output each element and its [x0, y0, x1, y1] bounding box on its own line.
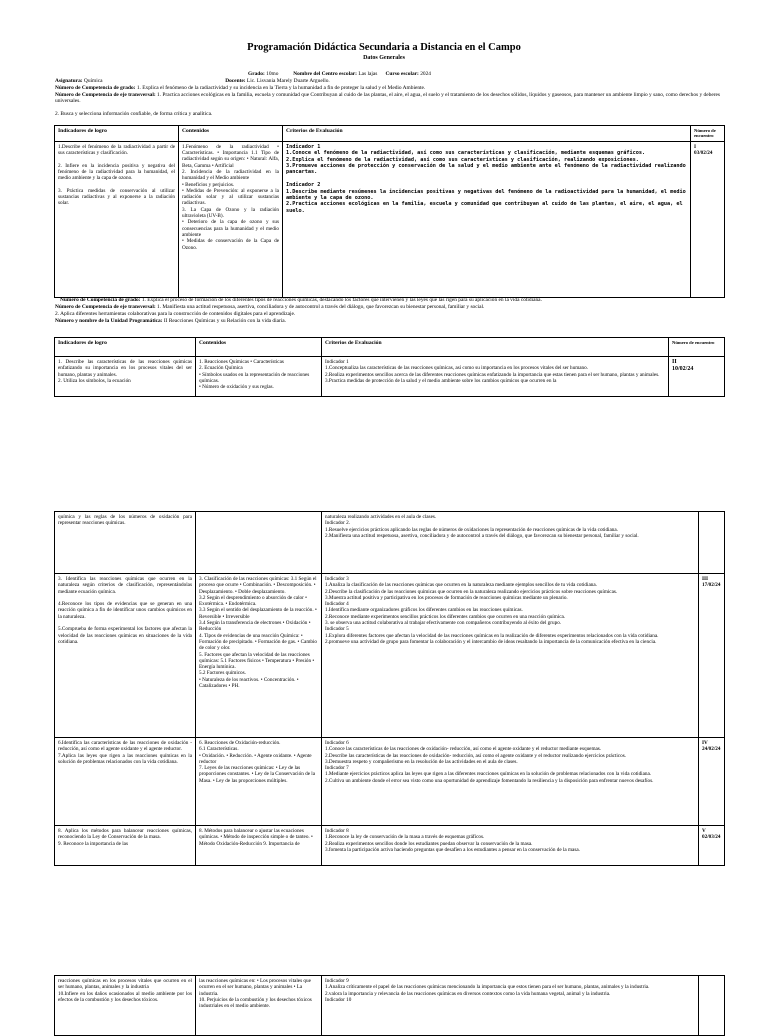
- cell-encuentro: V 02/03/24: [699, 826, 725, 866]
- grado-label: Grado:: [248, 71, 265, 77]
- col-header-indicadores: Indicadores de logro: [55, 126, 179, 142]
- centro-value: Las lajas: [358, 71, 378, 77]
- col-header-contenidos-2: Contenidos: [196, 338, 322, 357]
- col-header-indicadores-2: Indicadores de logro: [55, 338, 196, 357]
- competencia-eje-2: 2. Busca y selecciona información confiable, de forma crítica y analítica.: [55, 111, 213, 117]
- cell-indicadores: 1.Describe el fenómeno de la radiactividad a partir de sus características y clasificación. 2. Infiere en la incidencia positiva y negativa del fenómeno de la radiactividad para la humanidad, el medio ambiente y la capa de ozono. 3. Práctica medidas de conservación al utilizar sustancias radiactivas y al exponerse a la radiación solar.: [55, 141, 179, 297]
- competencia-eje-text-2: 1. Manifiesta una actitud respetuosa, asertiva, conciliadora y de autocontrol a través del diálogo, que favorezcan su bienestar personal, familiar y social.: [157, 304, 485, 310]
- cell-indicadores: 3. Identifica las reacciones químicas que ocurren en la naturaleza según criterios de clasificación, representándolas mediante ecuación química. 4.Reconoce los tipos de evidencias que se generan en una reacción química a fin de identificar unos cambios químicos en la naturaleza. 5.Comprueba de forma experimental los factores que afectan la velocidad de las reacciones químicas en situaciones de la vida cotidiana.: [55, 574, 196, 738]
- competencia-eje-text: 1. Practica acciones ecológicas en la familia, escuela y comunidad que Contribuyan al cuido de las plantas, el aire, el agua, el suelo y el tratamiento de los desechos sólidos, líquidos y gaseosos, para mantener un ambiente limpio y sano, como derechos y deberes universales.: [55, 92, 721, 105]
- cell-encuentro: [699, 976, 725, 1036]
- table-row: [55, 738, 725, 826]
- grado-value: 10mo: [266, 71, 279, 77]
- cell-contenidos: [196, 512, 322, 574]
- col-header-encuentro-2: Número de encuentro: [669, 338, 725, 357]
- document-subtitle: Datos Generales: [363, 55, 405, 61]
- cell-indicadores: química y las reglas de los números de oxidación para representar reacciones químicas.: [55, 512, 196, 574]
- table-unit-2: [54, 337, 725, 397]
- col-header-encuentro: Número de encuentro: [691, 126, 725, 142]
- cell-indicadores: 6.Identifica las características de las reacciones de oxidación - reducción, así como el agente oxidante y el agente reductor. 7.Aplica las leyes que rigen a las reacciones químicas en la solución de problemas relacionados con la vida cotidiana.: [55, 738, 196, 826]
- cell-encuentro: III 17/02/24: [699, 574, 725, 738]
- centro-label: Nombre del Centro escolar:: [293, 71, 357, 77]
- competencia-grado-text-2: 1. Explica el proceso de formación de los diferentes tipos de reacciones químicas, destacando los factores que intervienen y las leyes que las rigen para su aplicación en la vida cotidiana.: [141, 297, 542, 303]
- unidad-programatica: [55, 318, 715, 324]
- table-row: [55, 976, 725, 1036]
- table-unit-2-continued: [54, 511, 725, 866]
- curso-value: 2024: [420, 71, 431, 77]
- curso-label: Curso escolar:: [385, 71, 419, 77]
- cell-criterios-2: Indicador 1 1.Conceptualiza las características de las reacciones químicas, así como su importancia en los procesos vitales del ser humano. 2.Realiza experimentos sencillos acerca de las diferentes reacciones químicas enfatizando la importancia que estas tienen para el ser humano, plantas y animales. 3.Practica medidas de protección de la salud y el medio ambiente sobre los cambios químicos que ocurren en la: [322, 357, 669, 397]
- cell-criterios: naturaleza realizando actividades en el aula de clases. Indicador 2. 1.Resuelve ejercicios prácticos aplicando las reglas de números de oxidaciones la representación de reacciones químicas de la vida cotidiana. 2.Manifiesta una actitud respetuosa, asertiva, conciliadora y de autocontrol a través del diálogo, que favorezcan su bienestar personal, familiar y social.: [322, 512, 699, 574]
- docente-label: Docente:: [225, 78, 246, 84]
- docente-value: Lic. Lisvania Marely Duarte Arguello.: [246, 78, 330, 84]
- cell-criterios: Indicador 6 1.Conoce las características de las reacciones de oxidación- reducción, así como el agente oxidante y el reductor mediante esquemas. 2.Describe las características de las reacciones de oxidación- reducción, así como el agente oxidante y el reductor realizando ejercicios prácticos. 3.Demuestra respeto y compañerismo en la resolución de las actividades en el aula de clases. Indicador 7 1.Mediante ejercicios prácticos aplica las leyes que rigen a las diferentes reacciones químicas en la solución de problemas relacionados con la vida cotidiana. 2.Cultiva un ambiente donde el error sea visto como una oportunidad de aprendizaje fomentando la resiliencia y la disposición para enfrentar nuevos desafíos.: [322, 738, 699, 826]
- cell-criterios: Indicador 9 1.Analiza críticamente el papel de las reacciones químicas mencionando la importancia que estos tienen para el ser humano, plantas, animales y la industria. 2.valora la importancia y relevancia de las reacciones químicas en diversos contextos como la vida humana vegetal, animal y la industria. Indicador 10: [322, 976, 699, 1036]
- document-title: Programación Didáctica Secundaria a Distancia en el Campo: [247, 42, 521, 53]
- asignatura-label: Asignatura:: [55, 78, 83, 84]
- competencia-grado-2: [60, 297, 720, 303]
- cell-encuentro: IV 24/02/24: [699, 738, 725, 826]
- cell-encuentro: [699, 512, 725, 574]
- competencia-eje-label-2: Número de Competencia de eje transversal:: [55, 304, 156, 310]
- col-header-criterios-2: Criterios de Evaluación: [322, 338, 669, 357]
- cell-contenidos: las reacciones químicas en: • Los procesos vitales que ocurren en el ser humano, plantas y animales • La industria. 10. Perjuicios de la combustión y los desechos tóxicos industriales en el medio ambiente.: [196, 976, 322, 1036]
- table-unit-1: [54, 125, 725, 298]
- cell-contenidos: 8. Métodos para balancear o ajustar las ecuaciones químicas. • Método de inspección simple o de tanteo. • Método Oxidación-Reducción 9. Importancia de: [196, 826, 322, 866]
- table-row: [55, 574, 725, 738]
- cell-contenidos: 6. Reacciones de Oxidación-reducción. 6.1 Características. • Oxidación. • Reducción. • Agente oxidante. • Agente reductor 7. Leyes de las reacciones químicas: • Ley de las proporciones constantes. • Ley de la Conservación de la Masa. • Ley de las proporciones múltiples.: [196, 738, 322, 826]
- cell-indicadores: reacciones químicas en los procesos vitales que ocurren en el ser humano, plantas, animales y la industria 10.Infiere en los daños ocasionados al medio ambiente por los efectos de la combustión y los desechos tóxicos.: [55, 976, 196, 1036]
- competencia-grado-label-2: Número de Competencia de grado:: [60, 297, 141, 303]
- cell-criterios: Indicador 3 1.Analiza la clasificación de las reacciones químicas que ocurren en la naturaleza mediante ejemplos sencillos de tu vida cotidiana. 2.Describe la clasificación de las reacciones químicas que ocurren en la naturaleza realizando ejercicios prácticos sobre reacciones químicas. 3.Muestra actitud positiva y participativa en los procesos de formación de reacciones químicas mediante un plenario. Indicador 4 1.Identifica mediante organizadores gráficos los diferentes cambios en las reacciones químicas. 2.Reconoce mediante experimentos sencillos prácticos los diferentes cambios que ocurren en una reacción química. 3. se observa una actitud colaborativa al trabajar efectivamente con compañeros contribuyendo al éxito del grupo. Indicador 5 1.Explora diferentes factores que afectan la velocidad de las reacciones químicas en la realización de diferentes experimentos relacionados con la vida cotidiana. 2.promueve una actividad de grupo para fomentar la colaboración y el intercambio de ideas resaltando la importancia de la comunicación efectiva en la ciencia.: [322, 574, 699, 738]
- competencia-eje-2-line2: 2. Aplica diferentes herramientas colaborativas para la construcción de contenidos digitales para el aprendizaje.: [55, 311, 296, 317]
- table-row: [55, 826, 725, 866]
- competencia-eje-2-block: [55, 304, 715, 310]
- competencia-grado-1: [55, 85, 715, 91]
- col-header-criterios: Criterios de Evaluación: [283, 126, 691, 142]
- cell-indicadores-2: 1. Describe las características de las reacciones químicas enfatizando su importancia en los procesos vitales del ser humano, plantas y animales. 2. Utiliza los símbolos, la ecuación: [55, 357, 196, 397]
- cell-indicadores: 8. Aplica los métodos para balancear reacciones químicas, reconociendo la Ley de Conservación de la masa. 9. Reconoce la importancia de las: [55, 826, 196, 866]
- competencia-grado-text: 1. Explica el fenómeno de la radiactividad y su incidencia en la Tierra y la humanidad a fin de proteger la salud y el Medio Ambiente.: [136, 85, 426, 91]
- unidad-label: Número y nombre de la Unidad Programática:: [55, 318, 163, 324]
- cell-encuentro: I 03/02/24: [691, 141, 725, 297]
- cell-encuentro-2: II 10/02/24: [669, 357, 725, 397]
- cell-contenidos-2: 1. Reacciones Químicas • Características 2. Ecuación Química • Símbolos usados en la representación de reacciones químicas. • Número de oxidación y sus reglas.: [196, 357, 322, 397]
- col-header-contenidos: Contenidos: [179, 126, 283, 142]
- cell-contenidos: 3. Clasificación de las reacciones químicas: 3.1 Según el proceso que ocurre • Combinación. • Descomposición. • Desplazamiento. • Doble desplazamiento. 3.2 Según el desprendimiento o absorción de calor • Exotérmica. • Endotérmica. 3.3 Según el sentido del desplazamiento de la reacción. • Reversible • Irreversible 3.4 Según la transferencia de electrones • Oxidación • Reducción 4. Tipos de evidencias de una reacción Química: • Formación de precipitado. • Formación de gas. • Cambio de color y olor. 5. Factores que afectan la velocidad de las reacciones químicas: 5.1 Factores físicos • Temperatura • Presión • Energía lumínica. 5.2 Factores químicos. • Naturaleza de los reactivos. • Concentración. • Catalizadores • PH.: [196, 574, 322, 738]
- competencia-grado-label: Número de Competencia de grado:: [55, 85, 136, 91]
- table-row: [55, 512, 725, 574]
- unidad-text: II Reacciones Químicas y su Relación con la vida diaria.: [163, 318, 287, 324]
- general-data-row-1: [248, 71, 431, 77]
- table-unit-2-continued-2: [54, 975, 725, 1036]
- asignatura-value: Química: [83, 78, 103, 84]
- cell-criterios: Indicador 1 1.Conoce el fenómeno de la radiactividad, así como sus características y clasificación, mediante esquemas gráficos. 2.Explica el fenómeno de la radiactividad, así como sus características y clasificación, realizando exposiciones. 3.Promueve acciones de protección y conservación de la salud y el medio ambiente ante el fenómeno de la radiactividad realizando pancartas. Indicador 2 1.Describe mediante resúmenes la incidencias positivas y negativas del fenómeno de la radioactividad para la humanidad, el medio ambiente y la capa de ozono. 2.Practica acciones ecológicas en la familia, escuela y comunidad que contribuyan al cuido de las plantas, el aire, el agua, el suelo.: [283, 141, 691, 297]
- general-data-row-2: [55, 78, 330, 84]
- competencia-eje-1: [55, 92, 720, 105]
- competencia-eje-label: Número de Competencia de eje transversal:: [55, 92, 156, 98]
- cell-criterios: Indicador 8 1.Reconoce la ley de conservación de la masa a través de esquemas gráficos. 2.Realiza experimentos sencillos donde los estudiantes puedan observar la conservación de la masa. 3.fomenta la participación activa haciendo preguntas que desafíen a los estudiantes a pensar en la conservación de la masa.: [322, 826, 699, 866]
- cell-contenidos: 1.Fenómeno de la radiactividad • Características. • Importancia 1.1 Tipo de radiactividad según su origen: • Natural: Alfa, Beta, Gamma • Artificial 2. Incidencia de la radiactividad en la humanidad y el Medio ambiente • Beneficios y perjuicios. • Medidas de Prevención: al exponerse a la radiación solar y al utilizar sustancias radiactivas. 3. La Capa de Ozono y la radiación ultravioleta (UV-B). • Deterioro de la capa de ozono y sus consecuencias para la humanidad y el medio ambiente • Medidas de conservación de la Capa de Ozono.: [179, 141, 283, 297]
